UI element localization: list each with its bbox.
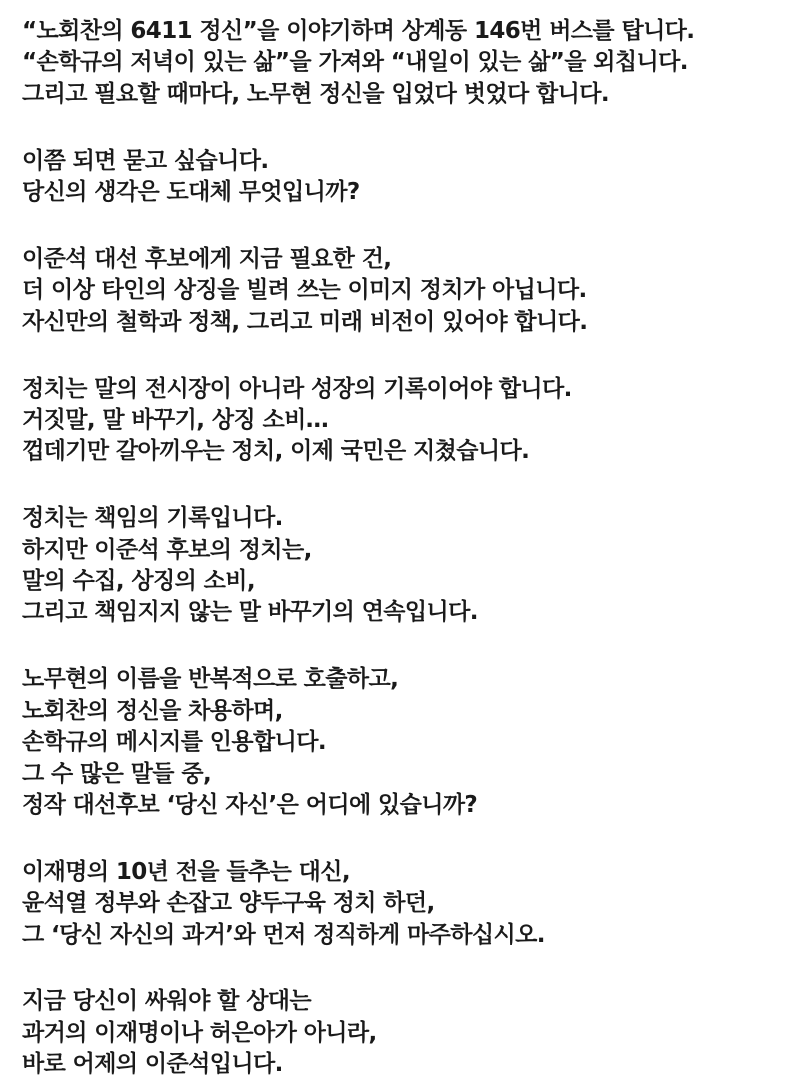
text-line: 그 ‘당신 자신의 과거’와 먼저 정직하게 마주하십시오.: [22, 921, 545, 948]
text-line: 지금 당신이 싸워야 할 상대는: [22, 988, 312, 1015]
text-line: 손학규의 메시지를 인용합니다.: [22, 729, 326, 756]
paragraph-2: [22, 146, 792, 209]
text-line: 그 수 많은 말들 중,: [22, 760, 212, 787]
text-line: 이재명의 10년 전을 들추는 대신,: [22, 858, 350, 885]
text-line: 더 이상 타인의 상징을 빌려 쓰는 이미지 정치가 아닙니다.: [22, 277, 587, 304]
text-line: 정작 대선후보 ‘당신 자신’은 어디에 있습니까?: [22, 791, 478, 818]
text-line: 과거의 이재명이나 허은아가 아니라,: [22, 1019, 377, 1046]
text-line: 그리고 책임지지 않는 말 바꾸기의 연속입니다.: [22, 599, 478, 626]
text-line: 노무현의 이름을 반복적으로 호출하고,: [22, 666, 399, 693]
text-line: 노회찬의 정신을 차용하며,: [22, 697, 283, 724]
text-line: 자신만의 철학과 정책, 그리고 미래 비전이 있어야 합니다.: [22, 308, 588, 335]
text-line: 그리고 필요할 때마다, 노무현 정신을 입었다 벗었다 합니다.: [22, 80, 609, 107]
text-line: 정치는 말의 전시장이 아니라 성장의 기록이어야 합니다.: [22, 375, 572, 402]
paragraph-3: [22, 244, 792, 338]
paragraph-5: [22, 503, 792, 629]
paragraph-6: [22, 664, 792, 821]
text-line: “손학규의 저녁이 있는 삶”을 가져와 “내일이 있는 삶”을 외칩니다.: [22, 49, 688, 76]
text-line: 이준석 대선 후보에게 지금 필요한 건,: [22, 245, 392, 272]
text-line: 말의 수집, 상징의 소비,: [22, 568, 256, 595]
text-line: 윤석열 정부와 손잡고 양두구육 정치 하던,: [22, 890, 435, 917]
text-line: 거짓말, 말 바꾸기, 상징 소비…: [22, 407, 329, 434]
text-line: 정치는 책임의 기록입니다.: [22, 505, 283, 532]
text-line: 하지만 이준석 후보의 정치는,: [22, 536, 312, 563]
paragraph-7: [22, 857, 792, 951]
text-line: 바로 어제의 이준석입니다.: [22, 1051, 283, 1078]
paragraph-4: [22, 374, 792, 468]
text-line: 당신의 생각은 도대체 무엇입니까?: [22, 179, 360, 206]
text-line: “노회찬의 6411 정신”을 이야기하며 상계동 146번 버스를 탑니다.: [22, 18, 695, 44]
text-line: 껍데기만 갈아끼우는 정치, 이제 국민은 지쳤습니다.: [22, 438, 530, 465]
text-line: 이쯤 되면 묻고 싶습니다.: [22, 147, 269, 174]
paragraph-1: [22, 16, 792, 110]
paragraph-8: [22, 986, 792, 1080]
document-body: [22, 16, 792, 1081]
